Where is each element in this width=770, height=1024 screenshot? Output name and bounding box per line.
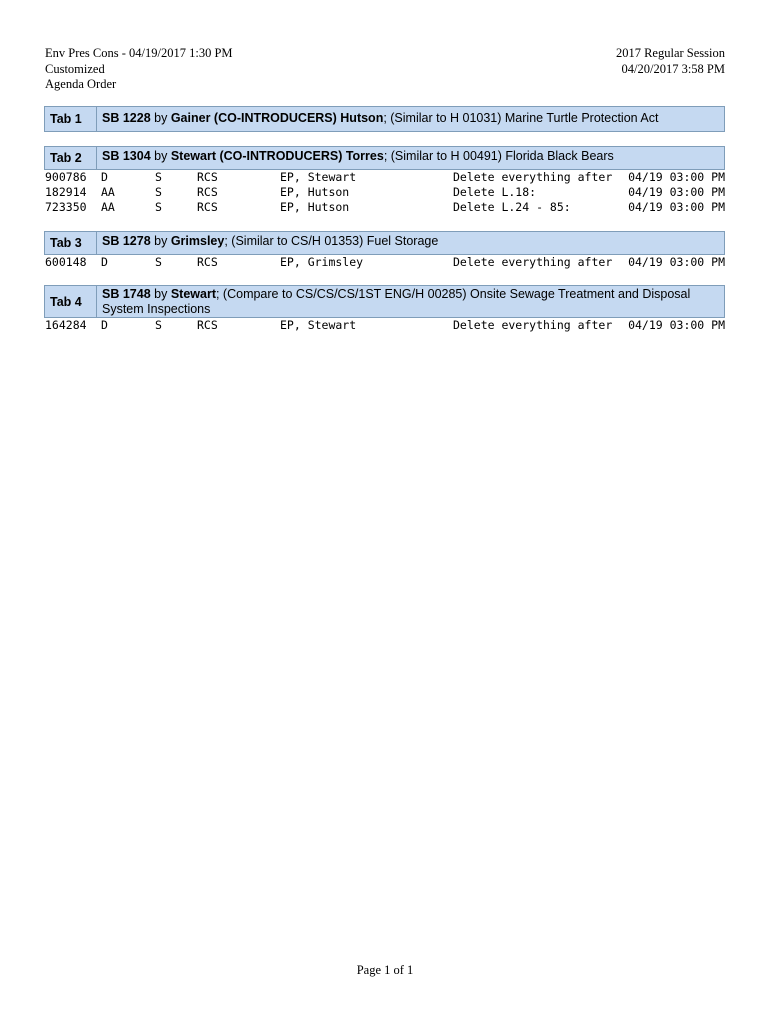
amendment-filed: 04/19 03:00 PM (628, 185, 725, 199)
tab-3-bar (44, 231, 725, 255)
tab-label: Tab 3 (45, 232, 97, 254)
amendment-sponsor: EP, Stewart (280, 170, 357, 184)
amendment-type: AA (101, 185, 115, 199)
amendment-chamber: S (155, 200, 162, 214)
bill-number: SB 1748 (102, 287, 151, 301)
print-timestamp-line: 04/20/2017 3:58 PM (621, 61, 725, 76)
bill-sponsor: Stewart (170, 287, 216, 301)
amendment-filed: 04/19 03:00 PM (628, 170, 725, 184)
amendment-filed: 04/19 03:00 PM (628, 200, 725, 214)
amendment-sponsor: EP, Hutson (280, 185, 350, 199)
amendment-status: RCS (197, 200, 218, 214)
bill-sponsor: Stewart (CO-INTRODUCERS) Torres (170, 149, 384, 163)
amendment-filed: 04/19 03:00 PM (628, 255, 725, 269)
tab-2-bar (44, 146, 725, 170)
amendment-row (45, 170, 725, 185)
amendment-summary: Delete L.18: (453, 185, 537, 199)
amendment-summary: Delete everything after (453, 318, 613, 332)
bill-sponsor: Grimsley (170, 234, 225, 248)
tab-4-bar (44, 285, 725, 318)
report-order-line: Agenda Order (45, 77, 117, 91)
amendment-status: RCS (197, 318, 218, 332)
bill-number: SB 1228 (102, 111, 151, 125)
amendment-sponsor: EP, Stewart (280, 318, 357, 332)
amendment-number: 900786 (45, 170, 87, 184)
bill-number: SB 1304 (102, 149, 151, 163)
amendment-type: D (101, 255, 108, 269)
amendment-chamber: S (155, 185, 162, 199)
amendment-number: 600148 (45, 255, 87, 269)
tab-label: Tab 1 (45, 107, 97, 131)
bill-description (97, 147, 724, 169)
amendment-chamber: S (155, 170, 162, 184)
amendment-summary: Delete everything after (453, 170, 613, 184)
by-text: by (154, 149, 168, 163)
amendment-row (45, 185, 725, 200)
amendment-row (45, 318, 725, 333)
report-type-line: Customized (45, 61, 105, 76)
by-text: by (154, 111, 168, 125)
amendment-number: 164284 (45, 318, 87, 332)
amendment-type: AA (101, 200, 115, 214)
amendment-filed: 04/19 03:00 PM (628, 318, 725, 332)
bill-number: SB 1278 (102, 234, 151, 248)
bill-title: ; (Compare to CS/CS/CS/1ST ENG/H 00285) Onsite Sewage Treatment and Disposal System Inspections (102, 287, 691, 316)
amendment-type: D (101, 318, 108, 332)
tab-1-bar (44, 106, 725, 132)
amendment-row (45, 255, 725, 270)
amendment-status: RCS (197, 170, 218, 184)
bill-description (97, 286, 724, 317)
bill-title: ; (Similar to H 01031) Marine Turtle Protection Act (383, 111, 659, 125)
amendment-summary: Delete L.24 - 85: (453, 200, 571, 214)
by-text: by (154, 287, 168, 301)
amendment-number: 182914 (45, 185, 87, 199)
page-number: Page 1 of 1 (356, 963, 414, 977)
bill-description (97, 232, 724, 254)
session-meeting-line: Env Pres Cons - 04/19/2017 1:30 PM (45, 46, 233, 60)
amendment-chamber: S (155, 255, 162, 269)
header-left (45, 46, 233, 93)
header-right (616, 46, 725, 77)
tab-label: Tab 2 (45, 147, 97, 169)
bill-description (97, 107, 724, 131)
amendment-status: RCS (197, 255, 218, 269)
session-name-line: 2017 Regular Session (615, 46, 725, 60)
bill-sponsor: Gainer (CO-INTRODUCERS) Hutson (170, 111, 384, 125)
amendment-sponsor: EP, Hutson (280, 200, 350, 214)
amendment-number: 723350 (45, 200, 87, 214)
amendment-row (45, 200, 725, 215)
amendment-status: RCS (197, 185, 218, 199)
amendment-chamber: S (155, 318, 162, 332)
tab-label: Tab 4 (45, 286, 97, 317)
amendment-type: D (101, 170, 108, 184)
bill-title: ; (Similar to CS/H 01353) Fuel Storage (224, 234, 439, 248)
amendment-summary: Delete everything after (453, 255, 613, 269)
by-text: by (154, 234, 168, 248)
amendment-sponsor: EP, Grimsley (280, 255, 364, 269)
bill-title: ; (Similar to H 00491) Florida Black Bears (383, 149, 614, 163)
